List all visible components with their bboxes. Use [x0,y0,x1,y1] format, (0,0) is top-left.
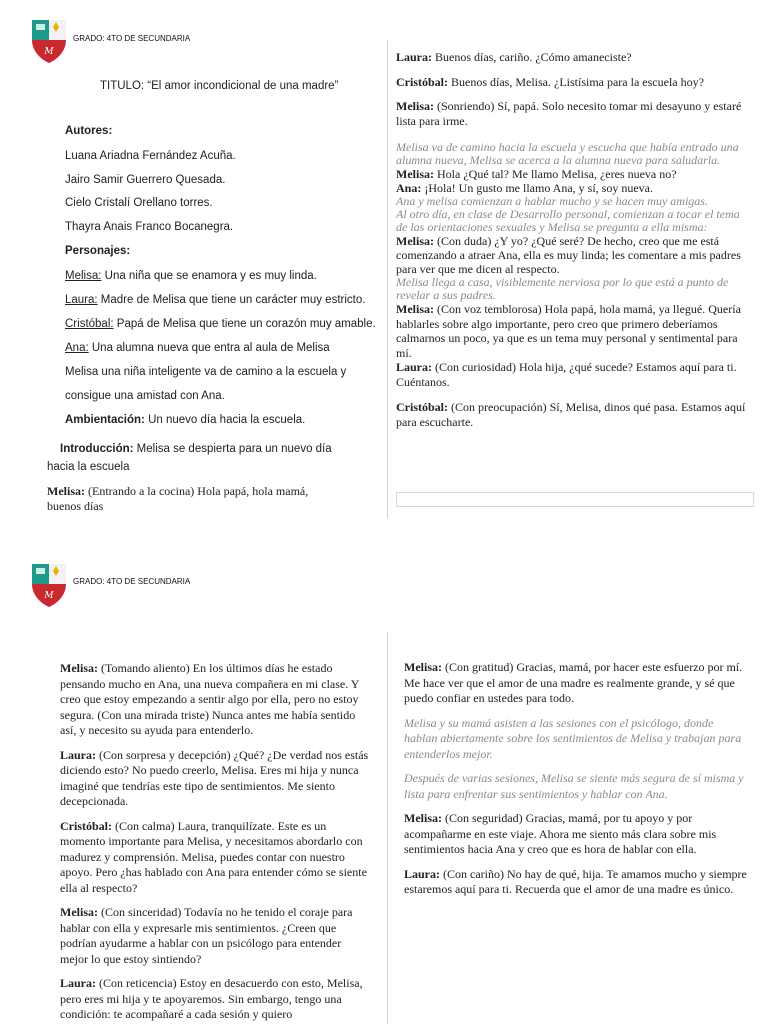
empty-text-box [396,492,754,507]
speaker: Laura: [396,50,432,64]
setting-line [65,413,305,427]
line-text: (Con duda) ¿Y yo? ¿Qué seré? De hecho, creo que me está comenzando a atraer Ana, ella es muy linda; les comentare a mis padres para ver que me dicen al respecto. [396,234,741,276]
line-text: (Con sinceridad) Todavía no he tenido el coraje para hablar con ella y expresarle mis sentimientos. ¿Creen que podrían ayudarme a hablar con un psicólogo para entender mejor lo que estoy sintiendo? [60,905,353,966]
stage-direction: Melisa va de camino hacia la escuela y escucha que había entrado una alumna nueva, Melisa se acerca a la alumna nueva para saludarla. [396,140,739,167]
line-text: (Sonriendo) Sí, papá. Solo necesito tomar mi desayuno y estaré lista para irme. [396,99,742,128]
summary-line-2: consigue una amistad con Ana. [65,390,225,402]
line-text: (Con reticencia) Estoy en desacuerdo con esto, Melisa, pero eres mi hija y te apoyaremos. Sin embargo, tengo una condición: te acompañaré a cada sesión y quiero [60,976,363,1021]
speaker: Melisa: [60,661,98,675]
line-text: Buenos días, Melisa. ¿Listísima para la escuela hoy? [448,75,704,89]
author-4: Thayra Anais Franco Bocanegra. [65,221,234,233]
line-text: (Tomando aliento) En los últimos días he estado pensando mucho en Ana, una nueva compañera en mi clase. Y creo que estoy empezando a sentir algo por ella, pero no estoy segura. (Con una mirada triste) Nunca antes me había sentido así, y necesito su ayuda para entenderlo. [60,661,360,737]
speaker: Melisa: [396,99,434,113]
line-text: Buenos días, cariño. ¿Cómo amaneciste? [432,50,632,64]
intro-line-2: hacia la escuela [47,461,130,473]
line-text: Hola ¿Qué tal? Me llamo Melisa, ¿eres nueva no? [434,167,677,181]
dialogue-line [60,905,372,967]
line-text: (Con cariño) No hay de qué, hija. Te amamos mucho y siempre estaremos aquí para ti. Recuerda que el amor de una madre es único. [404,866,747,896]
stage-direction: Melisa llega a casa, visiblemente nerviosa por lo que está a punto de revelar a sus padres. [396,275,729,302]
character-name: Cristóbal: [65,318,114,330]
dialogue-line [396,181,752,195]
dialogue-line [396,167,752,181]
column-divider [387,632,388,1024]
intro-label: Introducción: [60,443,134,455]
dialogue-line [60,661,372,739]
stage-direction: Ana y melisa comienzan a hablar mucho y se hacen muy amigas. [396,194,708,208]
grade-header: GRADO: 4TO DE SECUNDARIA [73,577,191,586]
dialogue-line [396,400,752,429]
intro-text: Melisa se despierta para un nuevo día [133,443,332,455]
speaker: Melisa: [60,905,98,919]
speaker: Melisa: [396,167,434,181]
dialogue-line [396,302,752,360]
dialogue-line [60,976,372,1023]
stage-direction: Después de varias sesiones, Melisa se siente más segura de sí misma y lista para enfrentar sus sentimientos y hablar con Ana. [404,771,744,801]
character-desc: Una niña que se enamora y es muy linda. [101,270,317,282]
play-title: TITULO: “El amor incondicional de una madre” [100,80,339,92]
line-text: ¡Hola! Un gusto me llamo Ana, y sí, soy nueva. [421,181,653,195]
speaker: Laura: [60,976,96,990]
authors-heading: Autores: [65,125,113,137]
line-text: (Con preocupación) Sí, Melisa, dinos qué pasa. Estamos aquí para escucharte. [396,400,746,429]
author-2: Jairo Samir Guerrero Quesada. [65,174,226,186]
intro-line-1 [60,442,332,456]
character-desc: Papá de Melisa que tiene un corazón muy amable. [113,318,376,330]
dialogue-line [60,748,372,810]
speaker: Melisa: [396,234,434,248]
page2-left-column [60,661,372,1023]
dialogue-line [396,50,752,65]
school-crest-logo [30,18,68,64]
line-text: (Con calma) Laura, tranquilízate. Este es un momento importante para Melisa, y necesitamos abordarlo con madurez y comprensión. Melisa, puedes contar con nuestro apoyo. Pero ¿has hablado con Ana para entender cómo se siente ella al respecto? [60,818,367,895]
speaker: Melisa: [404,811,442,825]
author-1: Luana Ariadna Fernández Acuña. [65,150,236,162]
character-name: Melisa: [65,270,102,282]
speaker: Ana: [396,181,422,195]
dialogue-line [396,99,752,129]
character-melisa [65,269,317,283]
line-text: (Con curiosidad) Hola hija, ¿qué sucede? Estamos aquí para ti. Cuéntanos. [396,360,737,389]
grade-header: GRADO: 4TO DE SECUNDARIA [73,34,191,43]
dialogue-line [404,867,748,898]
stage-direction: Melisa y su mamá asisten a las sesiones con el psicólogo, donde hablan abiertamente sobre los sentimientos de Melisa y trabajan para entenderlos mejor. [404,715,742,761]
character-ana [65,341,330,355]
character-name: Laura: [65,294,98,306]
dialogue-line [396,360,752,389]
dialogue-line [47,484,308,499]
setting-label: Ambientación: [65,414,145,426]
character-desc: Madre de Melisa que tiene un carácter muy estricto. [97,294,366,306]
dialogue-line [404,811,748,858]
speaker: Melisa: [396,302,434,316]
line-text: (Entrando a la cocina) Hola papá, hola mamá, [85,484,309,498]
speaker: Melisa: [47,484,85,498]
line-text: (Con sorpresa y decepción) ¿Qué? ¿De verdad nos estás diciendo esto? No puedo creerlo, Melisa. Eres mi hija y nunca imaginé que tendrías este tipo de sentimientos. Me siento decepcionada. [60,747,369,808]
character-laura [65,293,365,307]
speaker: Cristóbal: [396,400,448,414]
page1-right-column [396,50,752,429]
summary-line-1: Melisa una niña inteligente va de camino a la escuela y [65,366,347,378]
speaker: Cristóbal: [396,75,448,89]
character-desc: Una alumna nueva que entra al aula de Melisa [88,342,330,354]
page2-right-column [404,660,748,898]
svg-text:M: M [44,591,54,601]
speaker: Melisa: [404,660,442,674]
dialogue-line [60,819,372,897]
column-divider [387,40,388,518]
dialogue-line [404,660,748,707]
dialogue-line [396,234,752,276]
line-text: (Con seguridad) Gracias, mamá, por tu apoyo y por acompañarme en este viaje. Ahora me siento más clara sobre mis sentimientos hacia Ana y creo que es hora de hablar con ella. [404,811,717,856]
line-text: (Con gratitud) Gracias, mamá, por hacer este esfuerzo por mí. Me hace ver que el amor de una madre es realmente grande, y sé que puedo confiar en ustedes para todo. [404,660,743,705]
author-3: Cielo Cristalí Orellano torres. [65,197,213,209]
speaker: Laura: [396,360,432,374]
speaker: Laura: [60,747,96,762]
speaker: Cristóbal: [60,818,112,833]
character-name: Ana: [65,342,89,354]
dialogue-line-cont: buenos días [47,499,104,513]
line-text: (Con voz temblorosa) Hola papá, hola mamá, ya llegué. Quería hablarles sobre algo importante, pero creo que primero deberíamos calmarnos un poco, ya que es un tema muy personal y sentimental para mí. [396,302,741,360]
setting-text: Un nuevo día hacia la escuela. [144,414,306,426]
characters-heading: Personajes: [65,245,131,257]
dialogue-line [396,75,752,90]
school-crest-logo [30,562,68,608]
speaker: Laura: [404,866,440,881]
stage-direction: Al otro día, en clase de Desarrollo personal, comienzan a tocar el tema de las orientaciones sexuales y Melisa se pregunta a ella misma: [396,207,740,234]
svg-text:M: M [44,47,54,57]
character-cristobal [65,317,376,331]
